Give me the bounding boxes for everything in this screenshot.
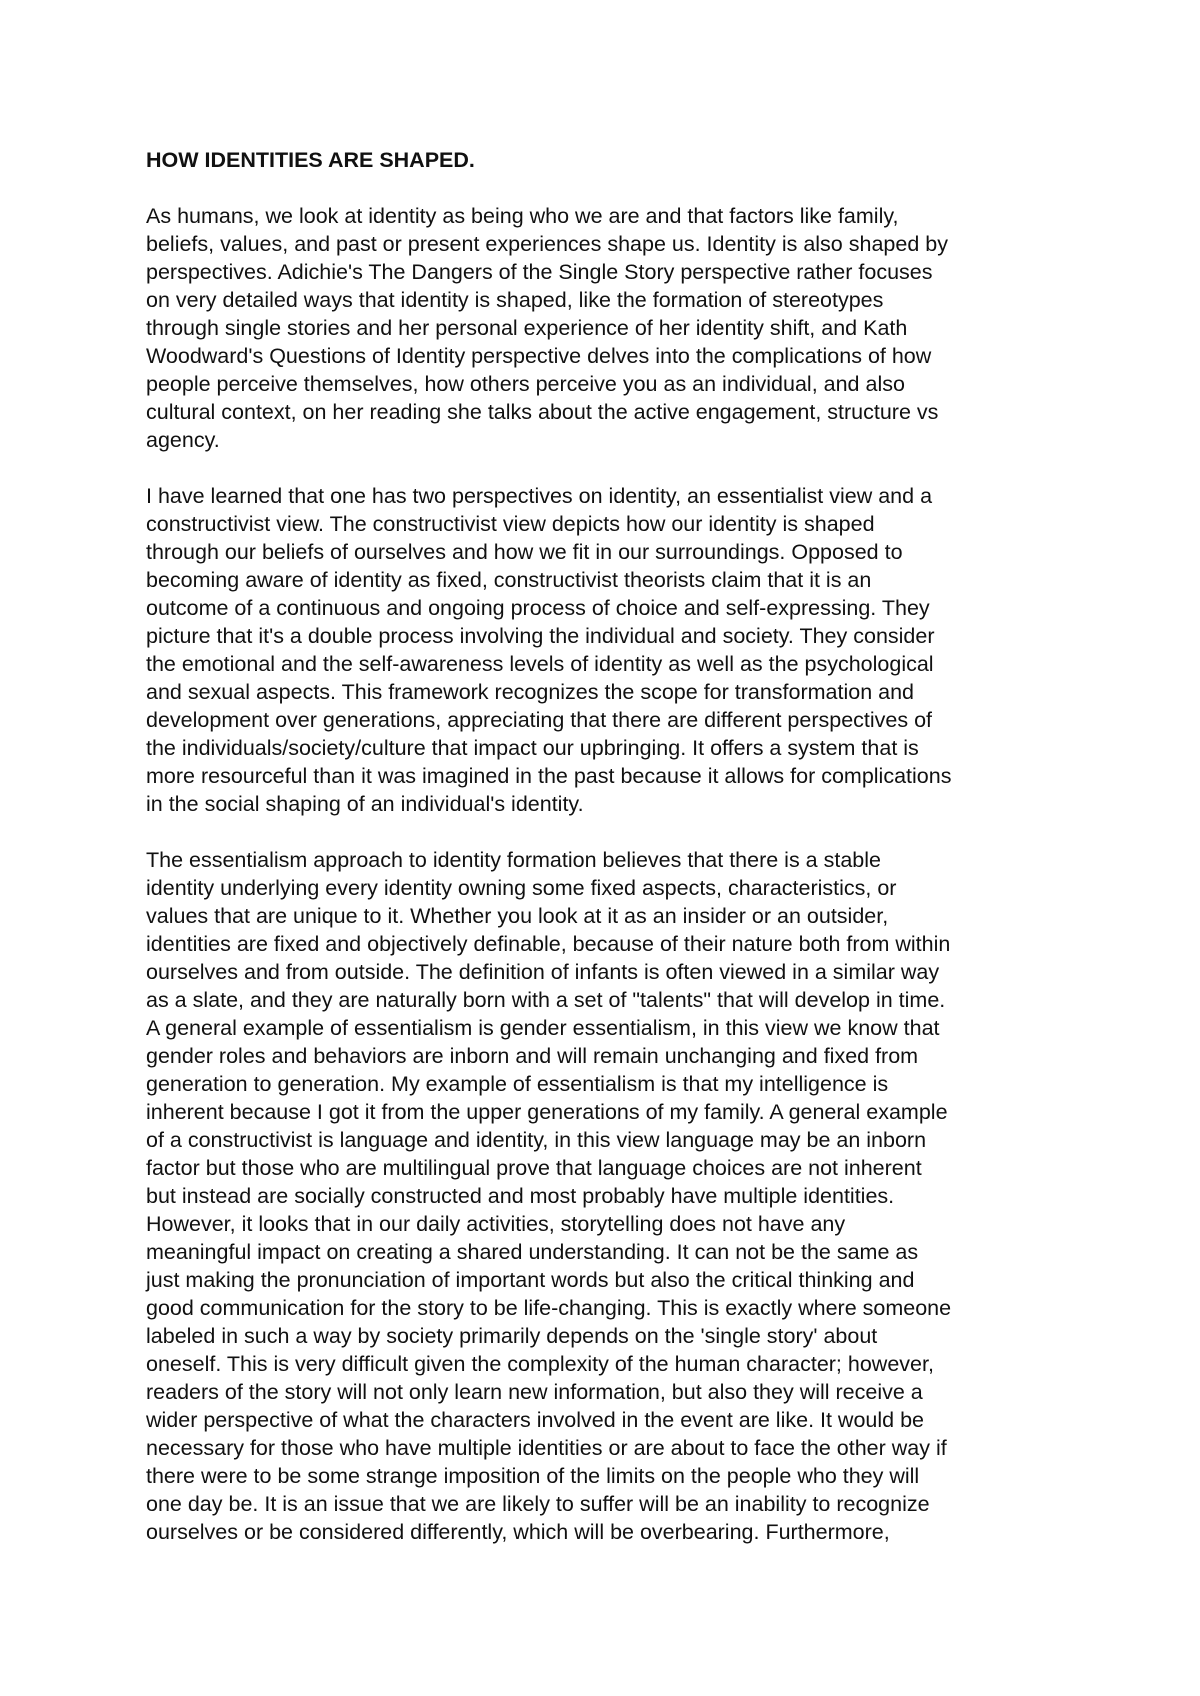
text-line: people perceive themselves, how others perceive you as an individual, and also — [146, 372, 905, 396]
text-line: The essentialism approach to identity formation believes that there is a stable — [146, 848, 881, 872]
text-line: values that are unique to it. Whether you look at it as an insider or an outsider, — [146, 904, 889, 928]
text-line: As humans, we look at identity as being who we are and that factors like family, — [146, 204, 899, 228]
text-line: perspectives. Adichie's The Dangers of the Single Story perspective rather focuses — [146, 260, 933, 284]
text-line: cultural context, on her reading she talks about the active engagement, structure vs — [146, 400, 939, 424]
text-line: wider perspective of what the characters involved in the event are like. It would be — [146, 1408, 924, 1432]
text-line: outcome of a continuous and ongoing process of choice and self-expressing. They — [146, 596, 930, 620]
paragraph-3 — [146, 846, 1066, 1546]
text-line: as a slate, and they are naturally born with a set of "talents" that will develop in time. — [146, 988, 946, 1012]
document-title: HOW IDENTITIES ARE SHAPED. — [146, 148, 475, 172]
text-line: in the social shaping of an individual's identity. — [146, 792, 584, 816]
text-line: but instead are socially constructed and most probably have multiple identities. — [146, 1184, 895, 1208]
text-line: readers of the story will not only learn new information, but also they will receive a — [146, 1380, 923, 1404]
paragraph-1 — [146, 202, 1066, 454]
text-line: labeled in such a way by society primarily depends on the 'single story' about — [146, 1324, 878, 1348]
document-body — [146, 146, 1066, 1574]
text-line: agency. — [146, 428, 220, 452]
text-line: generation to generation. My example of essentialism is that my intelligence is — [146, 1072, 889, 1096]
text-line: constructivist view. The constructivist view depicts how our identity is shaped — [146, 512, 875, 536]
text-line: identity underlying every identity owning some fixed aspects, characteristics, or — [146, 876, 897, 900]
text-line: of a constructivist is language and identity, in this view language may be an inborn — [146, 1128, 927, 1152]
text-line: ourselves and from outside. The definition of infants is often viewed in a similar way — [146, 960, 940, 984]
text-line: beliefs, values, and past or present experiences shape us. Identity is also shaped by — [146, 232, 948, 256]
text-line: oneself. This is very difficult given the complexity of the human character; however, — [146, 1352, 934, 1376]
text-line: Woodward's Questions of Identity perspective delves into the complications of how — [146, 344, 932, 368]
text-line: I have learned that one has two perspectives on identity, an essentialist view and a — [146, 484, 933, 508]
text-line: development over generations, appreciating that there are different perspectives of — [146, 708, 933, 732]
paragraph-2 — [146, 482, 1066, 818]
text-line: picture that it's a double process involving the individual and society. They consider — [146, 624, 935, 648]
text-line: there were to be some strange imposition of the limits on the people who they will — [146, 1464, 920, 1488]
text-line: However, it looks that in our daily activities, storytelling does not have any — [146, 1212, 846, 1236]
text-line: becoming aware of identity as fixed, constructivist theorists claim that it is an — [146, 568, 872, 592]
text-line: through our beliefs of ourselves and how we fit in our surroundings. Opposed to — [146, 540, 903, 564]
text-line: factor but those who are multilingual prove that language choices are not inherent — [146, 1156, 922, 1180]
text-line: on very detailed ways that identity is shaped, like the formation of stereotypes — [146, 288, 884, 312]
text-line: more resourceful than it was imagined in the past because it allows for complications — [146, 764, 952, 788]
text-line: identities are fixed and objectively definable, because of their nature both from within — [146, 932, 951, 956]
text-line: gender roles and behaviors are inborn and will remain unchanging and fixed from — [146, 1044, 919, 1068]
paragraphs-container — [146, 202, 1066, 1546]
text-line: inherent because I got it from the upper generations of my family. A general example — [146, 1100, 948, 1124]
text-line: ourselves or be considered differently, which will be overbearing. Furthermore, — [146, 1520, 890, 1544]
text-line: good communication for the story to be life-changing. This is exactly where someone — [146, 1296, 952, 1320]
text-line: through single stories and her personal experience of her identity shift, and Kath — [146, 316, 908, 340]
text-line: meaningful impact on creating a shared understanding. It can not be the same as — [146, 1240, 919, 1264]
text-line: just making the pronunciation of important words but also the critical thinking and — [146, 1268, 915, 1292]
text-line: one day be. It is an issue that we are likely to suffer will be an inability to recognize — [146, 1492, 930, 1516]
text-line: the emotional and the self-awareness levels of identity as well as the psychological — [146, 652, 934, 676]
text-line: A general example of essentialism is gender essentialism, in this view we know that — [146, 1016, 940, 1040]
text-line: the individuals/society/culture that impact our upbringing. It offers a system that is — [146, 736, 919, 760]
text-line: necessary for those who have multiple identities or are about to face the other way if — [146, 1436, 947, 1460]
text-line: and sexual aspects. This framework recognizes the scope for transformation and — [146, 680, 915, 704]
